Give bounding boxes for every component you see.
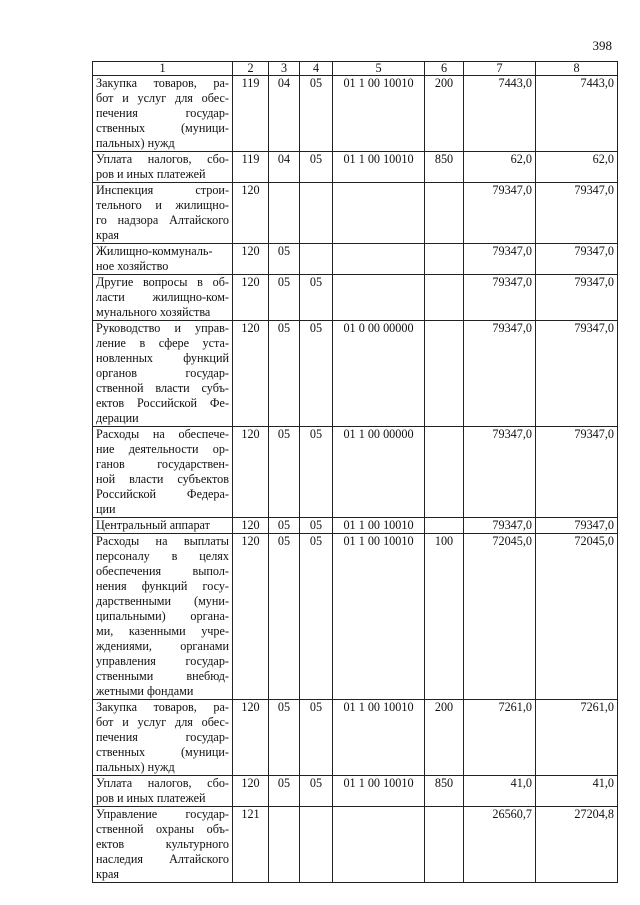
row-name-cell: Уплата налогов, сбо- ров и иных платежей bbox=[93, 152, 233, 183]
column-header: 4 bbox=[300, 62, 333, 76]
row-amount-cell: 62,0 bbox=[536, 152, 618, 183]
row-subsection-cell: 05 bbox=[300, 152, 333, 183]
row-section-cell: 05 bbox=[269, 534, 300, 700]
row-amount-cell: 7261,0 bbox=[536, 700, 618, 776]
row-target-article-cell bbox=[333, 183, 425, 244]
row-name-cell: Закупка товаров, ра- бот и услуг для обес- печения государ- ственных (муници- пальных) нужд bbox=[93, 700, 233, 776]
row-amount-cell: 41,0 bbox=[464, 776, 536, 807]
row-target-article-cell: 01 1 00 00000 bbox=[333, 427, 425, 518]
table-row bbox=[93, 321, 618, 427]
row-amount-cell: 79347,0 bbox=[536, 244, 618, 275]
row-section-cell: 04 bbox=[269, 152, 300, 183]
row-amount-cell: 7261,0 bbox=[464, 700, 536, 776]
row-expense-type-cell bbox=[425, 321, 464, 427]
row-code-cell: 119 bbox=[233, 76, 269, 152]
row-section-cell: 04 bbox=[269, 76, 300, 152]
row-name-cell: Расходы на выплаты персоналу в целях обеспечения выпол- нения функций госу- дарственными (муни- ципальными) органа- ми, казенными учре- ждениями, органами управления государ- ственными внебюд- жетными фондами bbox=[93, 534, 233, 700]
table-header-row bbox=[93, 62, 618, 76]
row-expense-type-cell bbox=[425, 427, 464, 518]
row-subsection-cell: 05 bbox=[300, 700, 333, 776]
row-code-cell: 120 bbox=[233, 275, 269, 321]
row-subsection-cell bbox=[300, 244, 333, 275]
row-target-article-cell bbox=[333, 275, 425, 321]
column-header: 3 bbox=[269, 62, 300, 76]
row-amount-cell: 27204,8 bbox=[536, 807, 618, 883]
table-row bbox=[93, 244, 618, 275]
table-row bbox=[93, 534, 618, 700]
row-amount-cell: 26560,7 bbox=[464, 807, 536, 883]
row-target-article-cell: 01 0 00 00000 bbox=[333, 321, 425, 427]
row-section-cell: 05 bbox=[269, 321, 300, 427]
row-target-article-cell: 01 1 00 10010 bbox=[333, 700, 425, 776]
row-section-cell: 05 bbox=[269, 700, 300, 776]
column-header: 7 bbox=[464, 62, 536, 76]
row-amount-cell: 79347,0 bbox=[464, 427, 536, 518]
row-subsection-cell: 05 bbox=[300, 76, 333, 152]
row-subsection-cell bbox=[300, 807, 333, 883]
row-code-cell: 120 bbox=[233, 776, 269, 807]
row-section-cell: 05 bbox=[269, 518, 300, 534]
row-expense-type-cell bbox=[425, 275, 464, 321]
row-code-cell: 119 bbox=[233, 152, 269, 183]
table-row bbox=[93, 183, 618, 244]
row-target-article-cell bbox=[333, 807, 425, 883]
row-code-cell: 120 bbox=[233, 427, 269, 518]
row-amount-cell: 79347,0 bbox=[536, 321, 618, 427]
row-name-cell: Закупка товаров, ра- бот и услуг для обес- печения государ- ственных (муници- пальных) нужд bbox=[93, 76, 233, 152]
table-body bbox=[93, 76, 618, 883]
column-header: 5 bbox=[333, 62, 425, 76]
row-target-article-cell: 01 1 00 10010 bbox=[333, 534, 425, 700]
row-amount-cell: 79347,0 bbox=[464, 183, 536, 244]
row-subsection-cell: 05 bbox=[300, 427, 333, 518]
row-expense-type-cell: 850 bbox=[425, 776, 464, 807]
row-amount-cell: 7443,0 bbox=[536, 76, 618, 152]
row-code-cell: 121 bbox=[233, 807, 269, 883]
table-row bbox=[93, 76, 618, 152]
row-expense-type-cell bbox=[425, 244, 464, 275]
column-header: 1 bbox=[93, 62, 233, 76]
row-name-cell: Расходы на обеспече- ние деятельности ор- ганов государствен- ной власти субъектов Российской Федера- ции bbox=[93, 427, 233, 518]
row-subsection-cell: 05 bbox=[300, 534, 333, 700]
row-section-cell: 05 bbox=[269, 275, 300, 321]
row-code-cell: 120 bbox=[233, 518, 269, 534]
row-subsection-cell: 05 bbox=[300, 776, 333, 807]
row-amount-cell: 79347,0 bbox=[464, 244, 536, 275]
row-subsection-cell: 05 bbox=[300, 275, 333, 321]
column-header: 6 bbox=[425, 62, 464, 76]
page-number: 398 bbox=[592, 38, 612, 53]
row-expense-type-cell bbox=[425, 183, 464, 244]
row-expense-type-cell: 850 bbox=[425, 152, 464, 183]
row-amount-cell: 79347,0 bbox=[536, 427, 618, 518]
row-code-cell: 120 bbox=[233, 183, 269, 244]
row-amount-cell: 79347,0 bbox=[536, 275, 618, 321]
row-target-article-cell: 01 1 00 10010 bbox=[333, 518, 425, 534]
row-code-cell: 120 bbox=[233, 700, 269, 776]
row-amount-cell: 79347,0 bbox=[464, 275, 536, 321]
row-name-cell: Центральный аппарат bbox=[93, 518, 233, 534]
row-amount-cell: 41,0 bbox=[536, 776, 618, 807]
row-subsection-cell bbox=[300, 183, 333, 244]
row-subsection-cell: 05 bbox=[300, 518, 333, 534]
table-row bbox=[93, 275, 618, 321]
row-target-article-cell: 01 1 00 10010 bbox=[333, 776, 425, 807]
row-amount-cell: 7443,0 bbox=[464, 76, 536, 152]
table-row bbox=[93, 427, 618, 518]
row-expense-type-cell bbox=[425, 518, 464, 534]
row-amount-cell: 79347,0 bbox=[464, 321, 536, 427]
row-amount-cell: 79347,0 bbox=[536, 183, 618, 244]
row-section-cell: 05 bbox=[269, 776, 300, 807]
row-code-cell: 120 bbox=[233, 321, 269, 427]
row-name-cell: Другие вопросы в об- ласти жилищно-ком- мунального хозяйства bbox=[93, 275, 233, 321]
row-amount-cell: 79347,0 bbox=[464, 518, 536, 534]
row-target-article-cell bbox=[333, 244, 425, 275]
budget-table bbox=[92, 61, 618, 883]
row-amount-cell: 79347,0 bbox=[536, 518, 618, 534]
row-target-article-cell: 01 1 00 10010 bbox=[333, 76, 425, 152]
row-name-cell: Уплата налогов, сбо- ров и иных платежей bbox=[93, 776, 233, 807]
row-subsection-cell: 05 bbox=[300, 321, 333, 427]
row-name-cell: Руководство и управ- ление в сфере уста- новленных функций органов государ- ственной власти субъ- ектов Российской Фе- дерации bbox=[93, 321, 233, 427]
table-row bbox=[93, 700, 618, 776]
row-expense-type-cell: 200 bbox=[425, 76, 464, 152]
table-row bbox=[93, 518, 618, 534]
row-name-cell: Инспекция строи- тельного и жилищно- го надзора Алтайского края bbox=[93, 183, 233, 244]
column-header: 8 bbox=[536, 62, 618, 76]
table-row bbox=[93, 152, 618, 183]
row-name-cell: Жилищно-коммуналь- ное хозяйство bbox=[93, 244, 233, 275]
row-expense-type-cell: 200 bbox=[425, 700, 464, 776]
row-target-article-cell: 01 1 00 10010 bbox=[333, 152, 425, 183]
row-name-cell: Управление государ- ственной охраны объ- ектов культурного наследия Алтайского края bbox=[93, 807, 233, 883]
table-row bbox=[93, 807, 618, 883]
table-row bbox=[93, 776, 618, 807]
row-section-cell: 05 bbox=[269, 427, 300, 518]
row-code-cell: 120 bbox=[233, 244, 269, 275]
row-section-cell: 05 bbox=[269, 244, 300, 275]
row-expense-type-cell: 100 bbox=[425, 534, 464, 700]
row-expense-type-cell bbox=[425, 807, 464, 883]
row-amount-cell: 62,0 bbox=[464, 152, 536, 183]
row-amount-cell: 72045,0 bbox=[464, 534, 536, 700]
column-header: 2 bbox=[233, 62, 269, 76]
row-amount-cell: 72045,0 bbox=[536, 534, 618, 700]
row-section-cell bbox=[269, 183, 300, 244]
row-section-cell bbox=[269, 807, 300, 883]
row-code-cell: 120 bbox=[233, 534, 269, 700]
